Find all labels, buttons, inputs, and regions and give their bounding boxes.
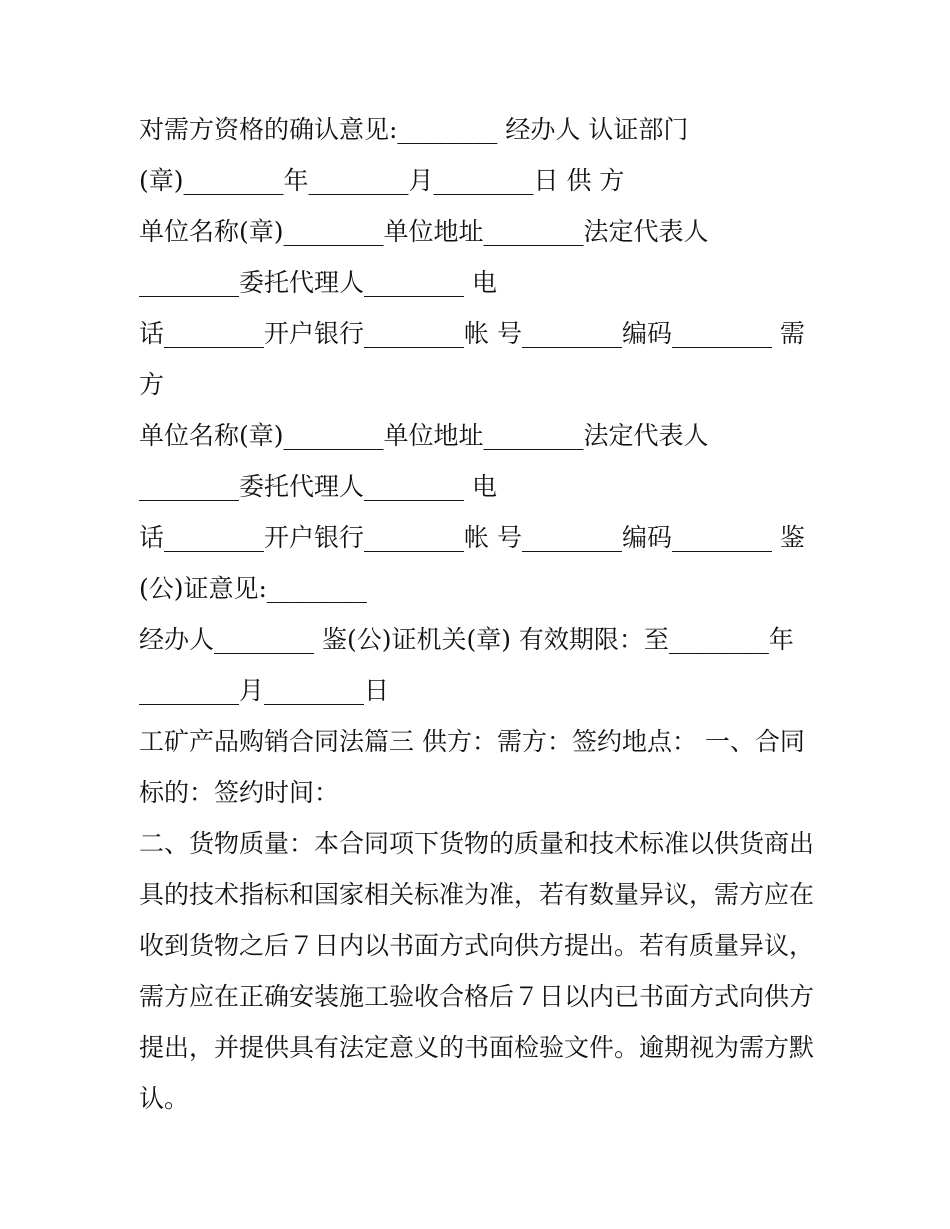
text-line: ________委托代理人________ 电 (139, 268, 497, 297)
text-line: 单位名称(章)________单位地址________法定代表人 (139, 421, 709, 450)
text-line: 经办人________ 鉴(公)证机关(章) 有效期限：至________年 (139, 625, 794, 654)
clause-line: 认。 (139, 1084, 190, 1113)
text-line: (公)证意见:________ (139, 574, 367, 603)
text-line: 方 (139, 370, 165, 399)
text-line: 对需方资格的确认意见:________ 经办人 认证部门 (139, 115, 689, 144)
clause-line: 收到货物之后７日内以书面方式向供方提出。若有质量异议， (139, 931, 815, 960)
clause-line: 二、货物质量：本合同项下货物的质量和技术标准以供货商出 (139, 829, 815, 858)
text-line: ________委托代理人________ 电 (139, 472, 497, 501)
clause-line: 需方应在正确安装施工验收合格后７日以内已书面方式向供方 (139, 982, 815, 1011)
text-line: 标的：签约时间： (139, 778, 340, 807)
text-line: 话________开户银行________帐 号________编码________ 鉴 (139, 523, 805, 552)
clause-line: 具的技术指标和国家相关标准为准，若有数量异议，需方应在 (139, 880, 815, 909)
clause-line: 提出，并提供具有法定意义的书面检验文件。逾期视为需方默 (139, 1033, 815, 1062)
text-line: 话________开户银行________帐 号________编码________ 需 (139, 319, 805, 348)
text-line: (章)________年________月________日 供 方 (139, 166, 625, 195)
text-line: ________月________日 (139, 676, 390, 705)
text-line: 单位名称(章)________单位地址________法定代表人 (139, 217, 709, 246)
document-body (139, 104, 829, 1124)
section-heading-line: 工矿产品购销合同法篇三 供方：需方：签约地点： 一、合同 (139, 727, 805, 756)
